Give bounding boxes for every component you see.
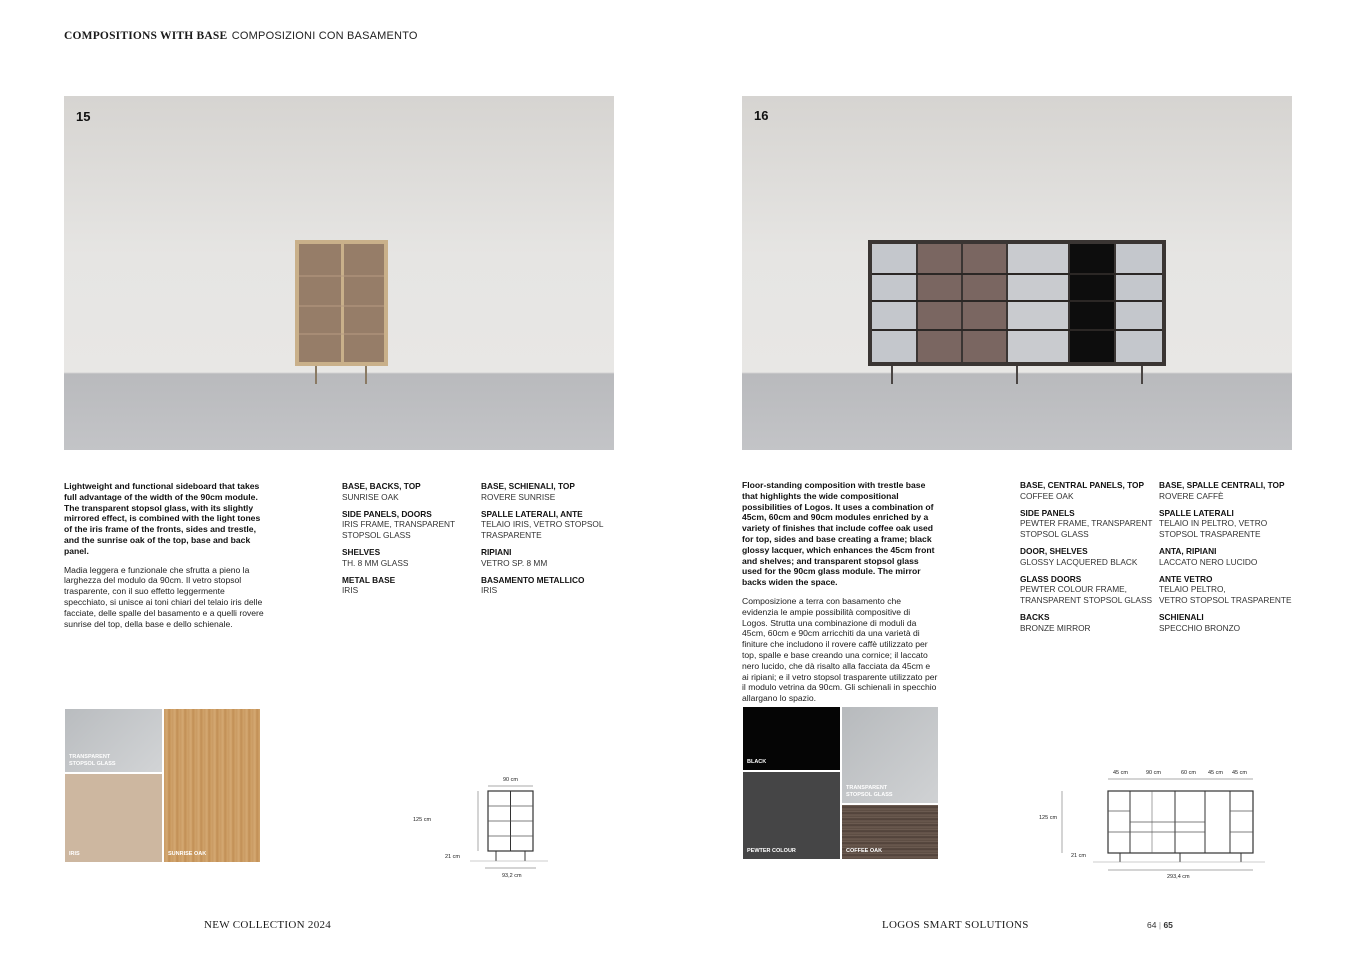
- spec-value: COFFEE OAK: [1020, 490, 1074, 501]
- spec-key: METAL BASE: [342, 574, 396, 585]
- spec-value: TELAIO PELTRO, VETRO STOPSOL TRASPARENTE: [1159, 584, 1292, 606]
- spec-key: SCHIENALI: [1159, 611, 1204, 622]
- swatch-label: COFFEE OAK: [846, 848, 883, 854]
- dimension-drawing-15: [408, 772, 558, 884]
- spec-value: ROVERE SUNRISE: [481, 491, 556, 502]
- swatch-transparent-stopsol-glass: [65, 709, 162, 772]
- specs-16-en: [1020, 480, 1155, 640]
- spec-key: ANTA, RIPIANI: [1159, 545, 1217, 556]
- spec-key: BASE, CENTRAL PANELS, TOP: [1020, 480, 1145, 490]
- spec-key: BASAMENTO METALLICO: [481, 574, 585, 585]
- spec-value: ROVERE CAFFÈ: [1159, 490, 1224, 501]
- swatch-label: TRANSPARENT STOPSOL GLASS: [846, 785, 893, 798]
- dimension-drawing-16: [1035, 766, 1270, 884]
- spec-value: VETRO SP. 8 MM: [481, 557, 548, 568]
- spec-value: GLOSSY LACQUERED BLACK: [1020, 556, 1138, 567]
- specs-15-it: [481, 481, 611, 602]
- sideboard-15-image: [64, 96, 614, 450]
- dim-base: 21 cm: [445, 854, 460, 860]
- spec-value: TELAIO IN PELTRO, VETRO STOPSOL TRASPARENTE: [1159, 518, 1268, 540]
- spec-value: PEWTER FRAME, TRANSPARENT STOPSOL GLASS: [1020, 518, 1153, 540]
- description-en: Lightweight and functional sideboard that takes full advantage of the width of the 90cm module. The transparent stopsol glass, with its slightly mirrored effect, is combined with the light tones of the iris frame of the fronts, sides and trestle, and the sunrise oak of the top, base and back panel.: [64, 481, 261, 556]
- spec-key: BASE, BACKS, TOP: [342, 481, 421, 491]
- composition-number: 15: [76, 109, 91, 124]
- photo-composition-16: [742, 96, 1292, 450]
- spec-value: PEWTER COLOUR FRAME, TRANSPARENT STOPSOL GLASS: [1020, 584, 1153, 606]
- drawing-lines: [1035, 766, 1270, 884]
- dim-width-top: 90 cm: [503, 777, 518, 783]
- spec-value: IRIS FRAME, TRANSPARENT STOPSOL GLASS: [342, 519, 456, 541]
- dim-width-bottom: 293,4 cm: [1167, 874, 1190, 880]
- spec-key: SIDE PANELS, DOORS: [342, 508, 432, 519]
- footer-left: NEW COLLECTION 2024: [204, 919, 332, 931]
- dim-base: 21 cm: [1071, 853, 1086, 859]
- swatch-sunrise-oak: [164, 709, 260, 862]
- description-it: Madia leggera e funzionale che sfrutta a pieno la larghezza del modulo da 90cm. Il vetro stopsol trasparente, con il suo effetto leggermente specchiato, si unisce ai toni chiari del telaio iris delle facciate, delle spalle del basamento e a quelli rovere sunrise del top, della base e dello schienale.: [64, 564, 264, 629]
- dim-width-bottom: 93,2 cm: [502, 873, 522, 879]
- description-it: Composizione a terra con basamento che evidenzia le ampie possibilità compositive di Logos. Strutta una combinazione di moduli da 45cm, 60cm e 90cm arricchiti da una varietà di finiture che includono il rovere caffè utilizzato per top, spalle e base creando una cornice; il laccato nero lucido, che dà risalto alla facciata da 45cm e ai ripiani; e il vetro stopsol trasparente utilizzato per il modulo vetrina da 90cm. Gli schienali in specchio allargano lo spazio.: [742, 595, 938, 704]
- swatch-coffee-oak: [842, 805, 938, 859]
- spec-key: GLASS DOORS: [1020, 573, 1082, 584]
- swatch-pewter-colour: [743, 772, 840, 859]
- page-numbers: 64 | 65: [1147, 920, 1173, 930]
- spec-key: SPALLE LATERALI: [1159, 507, 1234, 518]
- spec-value: TELAIO IRIS, VETRO STOPSOL TRASPARENTE: [481, 519, 604, 541]
- dim-module-4: 45 cm: [1208, 770, 1223, 776]
- spec-value: SPECCHIO BRONZO: [1159, 622, 1241, 633]
- header-title-light: COMPOSIZIONI CON BASAMENTO: [231, 30, 418, 42]
- description-en: Floor-standing composition with trestle base that highlights the wide compositional possibilities of Logos. It uses a combination of 45cm, 60cm and 90cm modules enriched by a variety of finishes that include coffee oak used for top, sides and base creating a frame; black glossy lacquer, which enhances the 45cm front and shelves; and transparent stopsol glass used for the 90cm glass module. The mirror backs widen the space.: [742, 480, 935, 588]
- description-16: [742, 480, 938, 704]
- spec-value: IRIS: [481, 585, 498, 596]
- spec-value: TH. 8 MM GLASS: [342, 557, 409, 568]
- page-number-left: 64: [1147, 920, 1157, 930]
- spec-value: IRIS: [342, 585, 359, 596]
- swatch-transparent-stopsol-glass: [842, 707, 938, 803]
- specs-16-it: [1159, 480, 1294, 640]
- spec-value: SUNRISE OAK: [342, 491, 399, 502]
- dim-module-5: 45 cm: [1232, 770, 1247, 776]
- swatch-label: SUNRISE OAK: [168, 851, 207, 857]
- spec-key: SPALLE LATERALI, ANTE: [481, 508, 583, 519]
- swatch-label: BLACK: [747, 759, 767, 765]
- spec-key: BASE, SCHIENALI, TOP: [481, 481, 575, 491]
- swatch-label: IRIS: [69, 851, 80, 857]
- swatch-black: [743, 707, 840, 770]
- spec-key: DOOR, SHELVES: [1020, 545, 1088, 556]
- spec-key: SHELVES: [342, 546, 381, 557]
- footer-right: LOGOS SMART SOLUTIONS: [882, 919, 1029, 931]
- drawing-lines: [408, 772, 558, 884]
- spec-key: BASE, SPALLE CENTRALI, TOP: [1159, 480, 1285, 490]
- description-15: [64, 481, 269, 629]
- dim-module-1: 45 cm: [1113, 770, 1128, 776]
- sideboard-16-image: [742, 96, 1292, 450]
- dim-module-3: 60 cm: [1181, 770, 1196, 776]
- header-title-bold: COMPOSITIONS WITH BASE: [64, 30, 228, 42]
- spec-key: BACKS: [1020, 611, 1050, 622]
- swatch-label: PEWTER COLOUR: [747, 848, 796, 854]
- composition-number: 16: [754, 108, 769, 123]
- spec-key: ANTE VETRO: [1159, 573, 1213, 584]
- swatch-label: TRANSPARENT STOPSOL GLASS: [69, 754, 116, 767]
- dim-height: 125 cm: [1039, 815, 1058, 821]
- swatch-iris: [65, 774, 162, 862]
- dim-module-2: 90 cm: [1146, 770, 1161, 776]
- page-header: [64, 26, 418, 44]
- dim-height: 125 cm: [413, 817, 432, 823]
- spec-key: SIDE PANELS: [1020, 507, 1075, 518]
- specs-15-en: [342, 481, 472, 602]
- spec-value: LACCATO NERO LUCIDO: [1159, 556, 1258, 567]
- photo-composition-15: [64, 96, 614, 450]
- spec-key: RIPIANI: [481, 546, 512, 557]
- page-number-right: 65: [1163, 920, 1173, 930]
- spec-value: BRONZE MIRROR: [1020, 622, 1091, 633]
